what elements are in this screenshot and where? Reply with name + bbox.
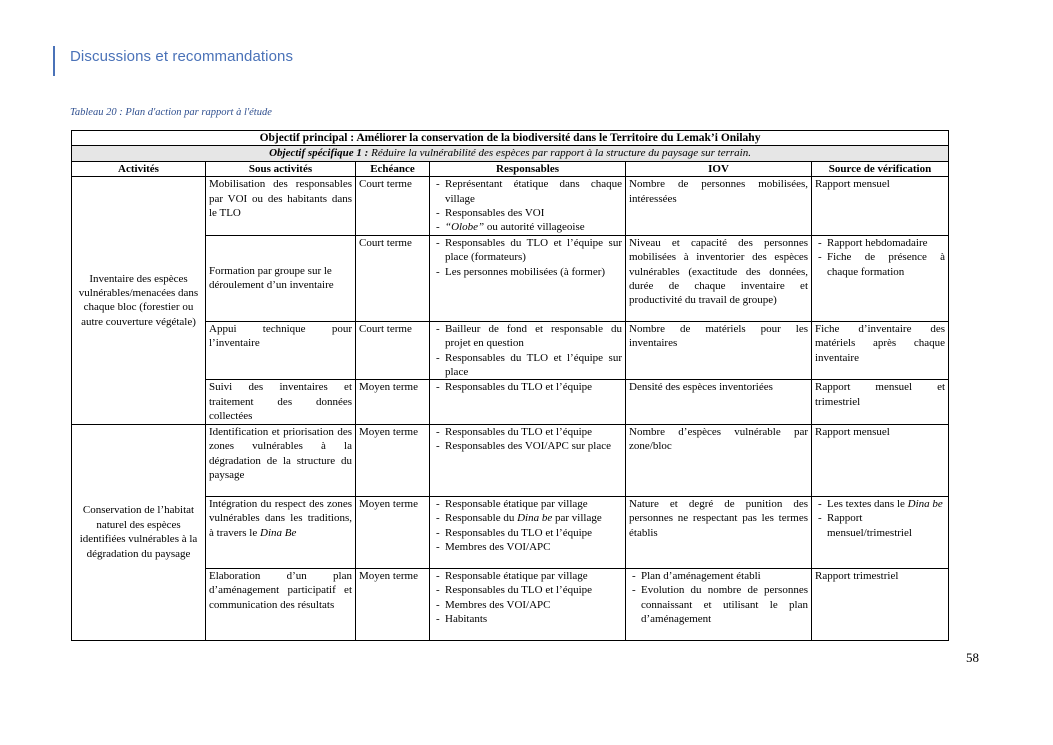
source-cell: Rapport mensuel et trimestriel [812,380,949,424]
list-item: - Responsable étatique par village [445,497,622,511]
list-item: - Rapport hebdomadaire [827,236,945,250]
table-row [72,424,949,496]
iov-cell: Nombre de personnes mobilisées, intéressées [626,177,812,236]
list-item: - Responsables du TLO et l’équipe [445,380,622,394]
list-item: - Evolution du nombre de personnes connaissant et utilisant le plan d’aménagement [641,583,808,626]
action-plan-table [71,130,949,641]
deadline-cell: Court terme [356,177,430,236]
list-item: - Les personnes mobilisées (à former) [445,265,622,279]
list-item: - Responsables des VOI [445,206,622,220]
sub-activity-cell: Appui technique pour l’inventaire [206,321,356,380]
responsables-cell [430,496,626,568]
responsables-cell [430,177,626,236]
sub-activity-cell: Formation par groupe sur le déroulement d’un inventaire [206,235,356,321]
list-item: - Plan d’aménagement établi [641,569,808,583]
iov-cell: Densité des espèces inventoriées [626,380,812,424]
section-title: Discussions et recommandations [70,48,294,65]
activity-cell: Conservation de l’habitat naturel des espèces identifiées vulnérables à la dégradation du paysage [72,424,206,640]
col-header-echeance: Echéance [356,161,430,176]
source-cell: Fiche d’inventaire des matériels après chaque inventaire [812,321,949,380]
list-item: - Membres des VOI/APC [445,540,622,554]
iov-cell [626,568,812,640]
col-header-responsables: Responsables [430,161,626,176]
specific-objective-label: Objectif spécifique 1 : [269,147,369,160]
list-item: - Responsables du TLO et l’équipe [445,526,622,540]
page-number: 58 [966,650,979,665]
sub-activity-cell: Suivi des inventaires et traitement des données collectées [206,380,356,424]
deadline-cell: Moyen terme [356,380,430,424]
iov-cell: Nombre de matériels pour les inventaires [626,321,812,380]
sub-activity-cell: Intégration du respect des zones vulnérables dans les traditions, à travers le Dina Be [206,496,356,568]
responsables-cell [430,568,626,640]
list-item: - “Olobe” ou autorité villageoise [445,220,622,234]
deadline-cell: Court terme [356,235,430,321]
table-caption: Tableau 20 : Plan d'action par rapport à l'étude [70,107,272,118]
specific-objective-text: Réduire la vulnérabilité des espèces par rapport à la structure du paysage sur terrain. [368,147,751,160]
deadline-cell: Court terme [356,321,430,380]
col-header-activites: Activités [72,161,206,176]
iov-cell: Niveau et capacité des personnes mobilisées à inventorier des espèces vulnérables (exactitude des données, durée de chaque inventaire et productivité du travail de groupe) [626,235,812,321]
source-cell [812,235,949,321]
col-header-iov: IOV [626,161,812,176]
source-cell [812,496,949,568]
list-item: - Membres des VOI/APC [445,598,622,612]
iov-cell: Nature et degré de punition des personnes ne respectant pas les termes établis [626,496,812,568]
list-item: - Responsable du Dina be par village [445,511,622,525]
source-cell: Rapport mensuel [812,177,949,236]
sub-activity-cell: Elaboration d’un plan d’aménagement participatif et communication des résultats [206,568,356,640]
list-item: - Responsables du TLO et l’équipe [445,583,622,597]
sub-activity-cell: Mobilisation des responsables par VOI ou des habitants dans le TLO [206,177,356,236]
table-row [72,177,949,236]
list-item: - Responsables du TLO et l’équipe sur place [445,351,622,380]
list-item: - Les textes dans le Dina be [827,497,945,511]
list-item: - Responsables des VOI/APC sur place [445,439,622,453]
list-item: - Représentant étatique dans chaque village [445,177,622,206]
list-item: - Bailleur de fond et responsable du projet en question [445,322,622,351]
deadline-cell: Moyen terme [356,496,430,568]
deadline-cell: Moyen terme [356,424,430,496]
list-item: - Responsable étatique par village [445,569,622,583]
list-item: - Responsables du TLO et l’équipe sur place (formateurs) [445,236,622,265]
source-cell: Rapport trimestriel [812,568,949,640]
responsables-cell [430,380,626,424]
responsables-cell [430,235,626,321]
iov-cell: Nombre d’espèces vulnérable par zone/bloc [626,424,812,496]
source-cell: Rapport mensuel [812,424,949,496]
col-header-source: Source de vérification [812,161,949,176]
responsables-cell [430,424,626,496]
header-accent-bar [53,46,55,76]
specific-objective [72,146,949,161]
activity-cell: Inventaire des espèces vulnérables/menacées dans chaque bloc (forestier ou autre couverture végétale) [72,177,206,424]
responsables-cell [430,321,626,380]
main-objective: Objectif principal : Améliorer la conservation de la biodiversité dans le Territoire du Lemak’i Onilahy [72,131,949,146]
col-header-sous-activites: Sous activités [206,161,356,176]
deadline-cell: Moyen terme [356,568,430,640]
list-item: - Fiche de présence à chaque formation [827,250,945,279]
column-headers [72,161,949,176]
list-item: - Rapport mensuel/trimestriel [827,511,945,540]
list-item: - Responsables du TLO et l’équipe [445,425,622,439]
sub-activity-cell: Identification et priorisation des zones vulnérables à la dégradation de la structure du paysage [206,424,356,496]
list-item: - Habitants [445,612,622,626]
